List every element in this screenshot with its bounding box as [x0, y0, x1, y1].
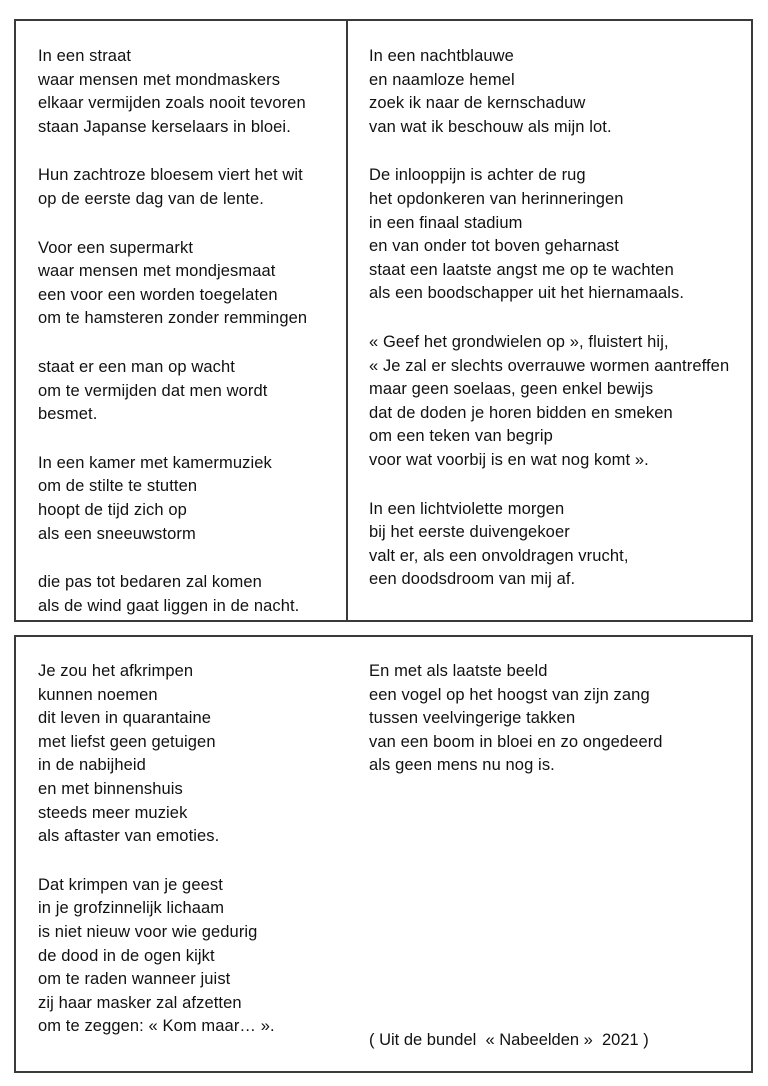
poem-line: In een lichtviolette morgen	[369, 499, 565, 518]
poem-line: voor wat voorbij is en wat nog komt ».	[369, 450, 649, 469]
poem-line: in je grofzinnelijk lichaam	[38, 899, 225, 918]
poem-line: om een teken van begrip	[369, 427, 553, 446]
poem-stanza	[38, 452, 336, 546]
poem-line: bij het eerste duivengekoer	[369, 523, 570, 542]
poem-line: het opdonkeren van herinneringen	[369, 189, 624, 208]
poem-line: een doodsdroom van mij af.	[369, 570, 576, 589]
poem-stanza	[38, 45, 336, 139]
poem-line: op de eerste dag van de lente.	[38, 189, 264, 208]
poem-line: elkaar vermijden zoals nooit tevoren	[38, 94, 306, 113]
poem-line: als aftaster van emoties.	[38, 827, 220, 846]
poem-line: als geen mens nu nog is.	[369, 756, 555, 775]
poem-line: de dood in de ogen kijkt	[38, 946, 215, 965]
poem-line: als een sneeuwstorm	[38, 524, 196, 543]
poem-line: kunnen noemen	[38, 685, 158, 704]
poem-line: Dat krimpen van je geest	[38, 875, 223, 894]
poem-line: en met binnenshuis	[38, 779, 183, 798]
poem-stanza	[38, 874, 338, 1039]
poem-stanza	[369, 660, 741, 778]
poem-line: waar mensen met mondmaskers	[38, 70, 281, 89]
poem-line: De inlooppijn is achter de rug	[369, 166, 586, 185]
poem-line: zij haar masker zal afzetten	[38, 993, 242, 1012]
poem-line: is niet nieuw voor wie gedurig	[38, 922, 258, 941]
source-attribution: ( Uit de bundel « Nabeelden » 2021 )	[369, 1031, 649, 1050]
poem-line: tussen veelvingerige takken	[369, 709, 576, 728]
poem-line: valt er, als een onvoldragen vrucht,	[369, 546, 629, 565]
poem-line: In een kamer met kamermuziek	[38, 453, 272, 472]
poem-line: Hun zachtroze bloesem viert het wit	[38, 166, 303, 185]
poem-line: steeds meer muziek	[38, 803, 188, 822]
poem-line: zoek ik naar de kernschaduw	[369, 94, 586, 113]
poem-stanza	[38, 164, 336, 211]
poem-stanza	[369, 45, 741, 139]
poem-stanza	[38, 356, 336, 427]
poem-line: hoopt de tijd zich op	[38, 500, 187, 519]
top-panel-right-column	[348, 21, 751, 620]
poem-line: een vogel op het hoogst van zijn zang	[369, 685, 650, 704]
poem-line: Voor een supermarkt	[38, 238, 194, 257]
poem-line: dit leven in quarantaine	[38, 709, 212, 728]
poem-line: besmet.	[38, 405, 98, 424]
poem-line: om te hamsteren zonder remmingen	[38, 309, 308, 328]
bottom-panel-left-column	[16, 637, 348, 1071]
poem-line: staan Japanse kerselaars in bloei.	[38, 117, 291, 136]
bottom-panel-right-column	[348, 637, 751, 1071]
poem-line: als een boodschapper uit het hiernamaals.	[369, 284, 685, 303]
poem-line: « Geef het grondwielen op », fluistert hij,	[369, 332, 669, 351]
poem-line: van een boom in bloei en zo ongedeerd	[369, 732, 663, 751]
poem-line: dat de doden je horen bidden en smeken	[369, 403, 673, 422]
poem-line: en van onder tot boven geharnast	[369, 237, 619, 256]
poem-line: die pas tot bedaren zal komen	[38, 573, 262, 592]
poem-stanza	[369, 164, 741, 306]
poem-line: om te raden wanneer juist	[38, 970, 231, 989]
poem-line: waar mensen met mondjesmaat	[38, 262, 276, 281]
poem-line: in een finaal stadium	[369, 213, 523, 232]
poem-line: om te vermijden dat men wordt	[38, 381, 268, 400]
bottom-right-stanzas	[369, 660, 741, 778]
top-panel-left-column	[16, 21, 348, 620]
poem-line: met liefst geen getuigen	[38, 732, 216, 751]
poem-line: als de wind gaat liggen in de nacht.	[38, 596, 300, 615]
poem-line: staat er een man op wacht	[38, 357, 235, 376]
poem-stanza	[38, 571, 336, 618]
poem-line: staat een laatste angst me op te wachten	[369, 260, 674, 279]
poem-stanza	[369, 498, 741, 592]
poem-line: In een straat	[38, 47, 132, 65]
poem-stanza	[38, 237, 336, 331]
poem-panel-top	[14, 19, 753, 622]
poem-line: Je zou het afkrimpen	[38, 662, 194, 680]
poem-panel-bottom	[14, 635, 753, 1073]
poem-line: maar geen soelaas, geen enkel bewijs	[369, 380, 654, 399]
poem-line: in de nabijheid	[38, 756, 146, 775]
poem-line: In een nachtblauwe	[369, 47, 514, 65]
poem-line: En met als laatste beeld	[369, 662, 548, 680]
poem-stanza	[38, 660, 338, 849]
poem-line: om de stilte te stutten	[38, 477, 198, 496]
poem-line: « Je zal er slechts overrauwe wormen aantreffen	[369, 356, 730, 375]
poem-line: van wat ik beschouw als mijn lot.	[369, 117, 612, 136]
poem-stanza	[369, 331, 741, 473]
poem-line: en naamloze hemel	[369, 70, 515, 89]
poem-line: om te zeggen: « Kom maar… ».	[38, 1017, 275, 1036]
poem-line: een voor een worden toegelaten	[38, 285, 278, 304]
